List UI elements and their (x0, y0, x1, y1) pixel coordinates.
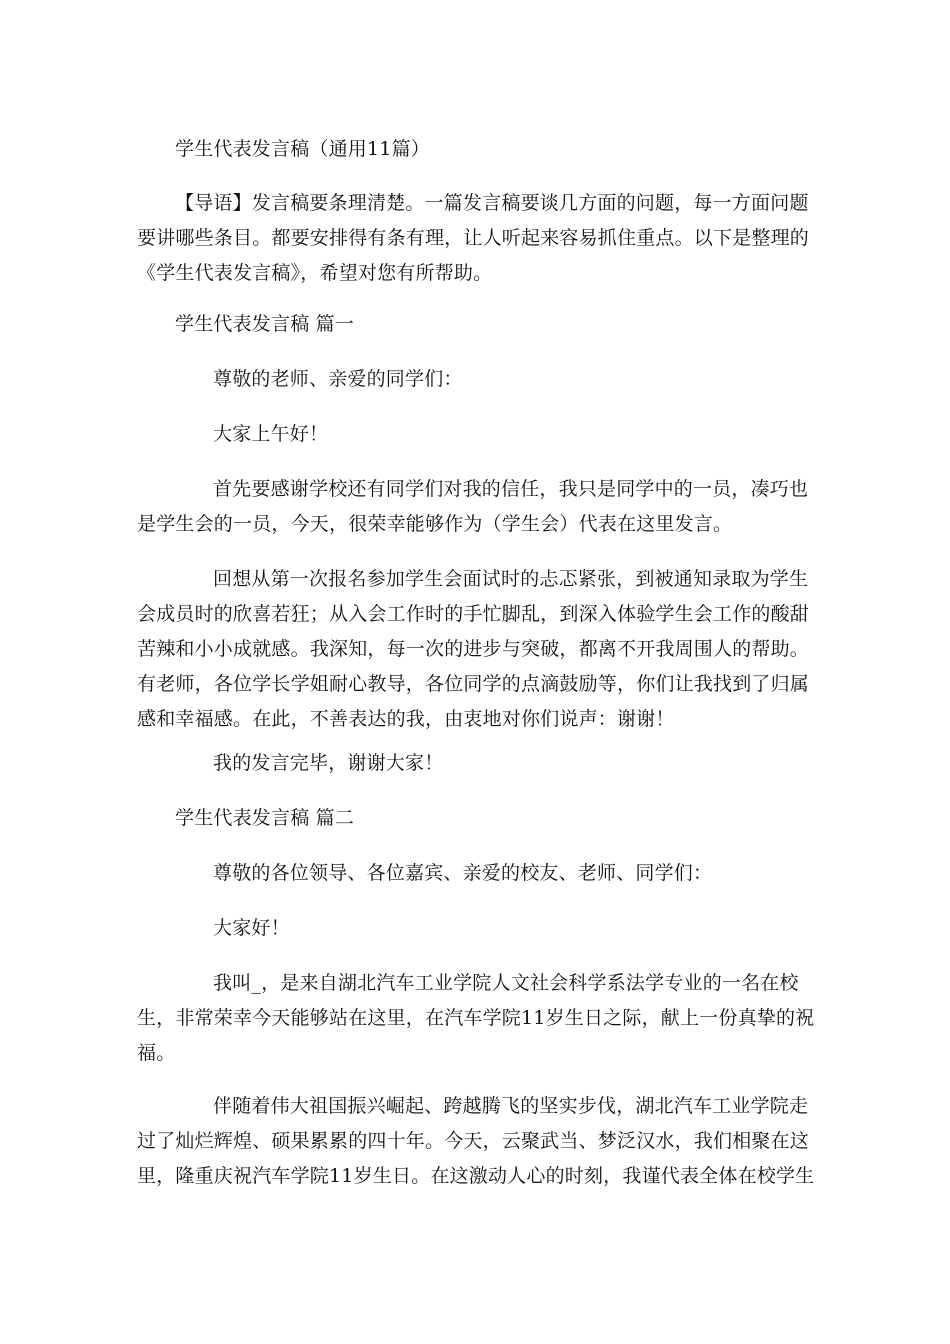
greeting-text: 大家好！ (213, 917, 290, 939)
intro-line: 要讲哪些条目。都要安排得有条有理，让人听起来容易抓住重点。以下是整理的 (137, 227, 810, 249)
salutation (137, 856, 821, 891)
body-line: 生，非常荣幸今天能够站在这里，在汽车学院11岁生日之际，献上一份真挚的祝 (137, 1007, 815, 1029)
body-line: 里，隆重庆祝汽车学院11岁生日。在这激动人心的时刻，我谨代表全体在校学生 (137, 1165, 815, 1187)
intro-paragraph (137, 186, 821, 291)
greeting-text: 大家上午好！ (213, 423, 329, 445)
closing (137, 746, 821, 781)
body-line: 回想从第一次报名参加学生会面试时的忐忑紧张，到被通知录取为学生 (213, 568, 809, 590)
body-paragraph (137, 472, 821, 542)
body-line: 苦辣和小小成就感。我深知，每一次的进步与突破，都离不开我周围人的帮助。 (137, 638, 810, 660)
greeting (137, 417, 821, 452)
body-paragraph (137, 966, 821, 1071)
body-line: 我叫_，是来自湖北汽车工业学院人文社会科学系法学专业的一名在校 (213, 972, 799, 994)
body-paragraph (137, 1089, 821, 1194)
section-heading-text: 学生代表发言稿 篇一 (175, 313, 355, 335)
body-line: 首先要感谢学校还有同学们对我的信任，我只是同学中的一员，凑巧也 (213, 478, 809, 500)
body-line: 过了灿烂辉煌、硕果累累的四十年。今天，云聚武当、梦泛汉水，我们相聚在这 (137, 1130, 810, 1152)
body-line: 是学生会的一员，今天，很荣幸能够作为（学生会）代表在这里发言。 (137, 513, 733, 535)
salutation (137, 362, 821, 397)
title-text: 学生代表发言稿（通用11篇） (175, 138, 430, 160)
intro-line: 《学生代表发言稿》，希望对您有所帮助。 (137, 262, 493, 284)
section-heading-text: 学生代表发言稿 篇二 (175, 807, 355, 829)
body-line: 有老师，各位学长学姐耐心教导，各位同学的点滴鼓励等，你们让我找到了归属 (137, 673, 810, 695)
document-title (137, 132, 821, 167)
body-line: 会成员时的欣喜若狂；从入会工作时的手忙脚乱，到深入体验学生会工作的酸甜 (137, 603, 810, 625)
salutation-text: 尊敬的老师、亲爱的同学们： (213, 368, 463, 390)
body-line: 伴随着伟大祖国振兴崛起、跨越腾飞的坚实步伐，湖北汽车工业学院走 (213, 1095, 809, 1117)
section-heading (137, 801, 821, 836)
greeting (137, 911, 821, 946)
salutation-text: 尊敬的各位领导、各位嘉宾、亲爱的校友、老师、同学们： (213, 862, 713, 884)
intro-line: 【导语】发言稿要条理清楚。一篇发言稿要谈几方面的问题，每一方面问题 (175, 192, 809, 214)
closing-text: 我的发言完毕，谢谢大家！ (213, 752, 444, 774)
body-line: 福。 (137, 1042, 176, 1064)
body-paragraph (137, 562, 821, 737)
body-line: 感和幸福感。在此，不善表达的我，由衷地对你们说声：谢谢！ (137, 708, 675, 730)
section-heading (137, 307, 821, 342)
